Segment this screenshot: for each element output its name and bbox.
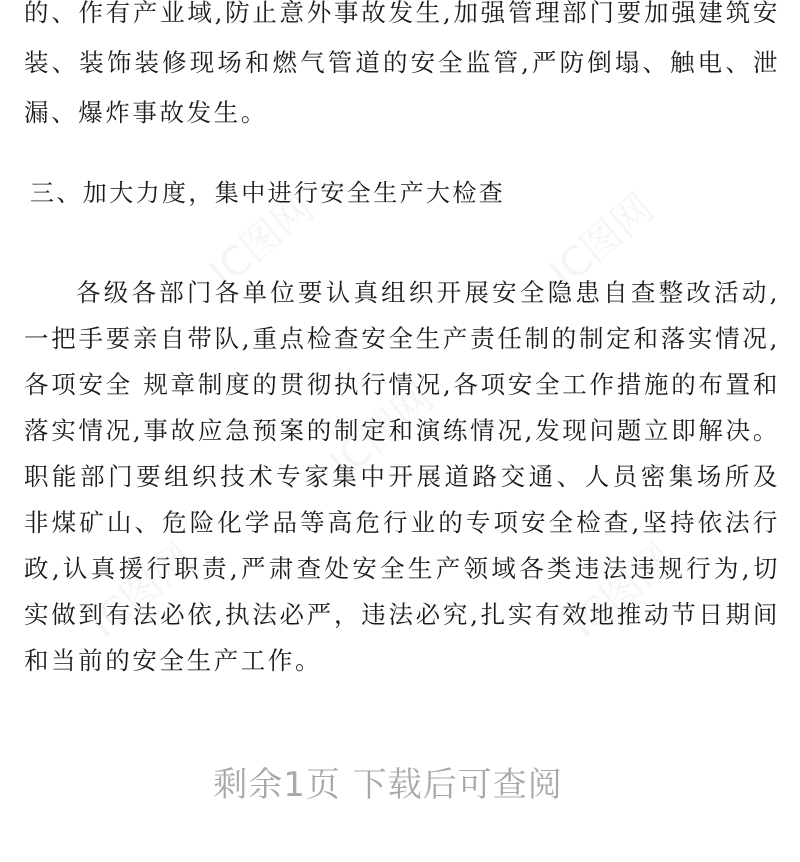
paragraph-previous-section: 的、作有产业域,防止意外事故发生,加强管理部门要加强建筑安装、装饰装修现场和燃气管道的安全监管,严防倒塌、触电、泄漏、爆炸事故发生。: [24, 0, 780, 127]
watermark: IC图网: [541, 185, 663, 298]
section-heading: 三、加大力度，集中进行安全生产大检查: [30, 179, 506, 207]
remaining-pages-notice[interactable]: 剩余1页 下载后可查阅: [213, 765, 563, 805]
watermark: IC图网: [81, 535, 203, 648]
watermark: IC图网: [321, 375, 443, 488]
paragraph-inspection: 各级各部门各单位要认真组织开展安全隐患自查整改活动,一把手要亲自带队,重点检查安全生产责任制的制定和落实情况,各项安全 规章制度的贯彻执行情况,各项安全工作措施的布置和落实情况,事故应急预案的制定和演练情况,发现问题立即解决。职能部门要组织技术专家集中开展道路交通、人员密集场所及非煤矿山、危险化学品等高危行业的专项安全检查,坚持依法行政,认真援行职责,严肃查处安全生产领域各类违法违规行为,切实做到有法必依,执法必严，违法必究,扎实有效地推动节日期间和当前的安全生产工作。: [24, 278, 780, 675]
watermark: IC图网: [561, 535, 683, 648]
watermark: IC图网: [201, 185, 323, 298]
